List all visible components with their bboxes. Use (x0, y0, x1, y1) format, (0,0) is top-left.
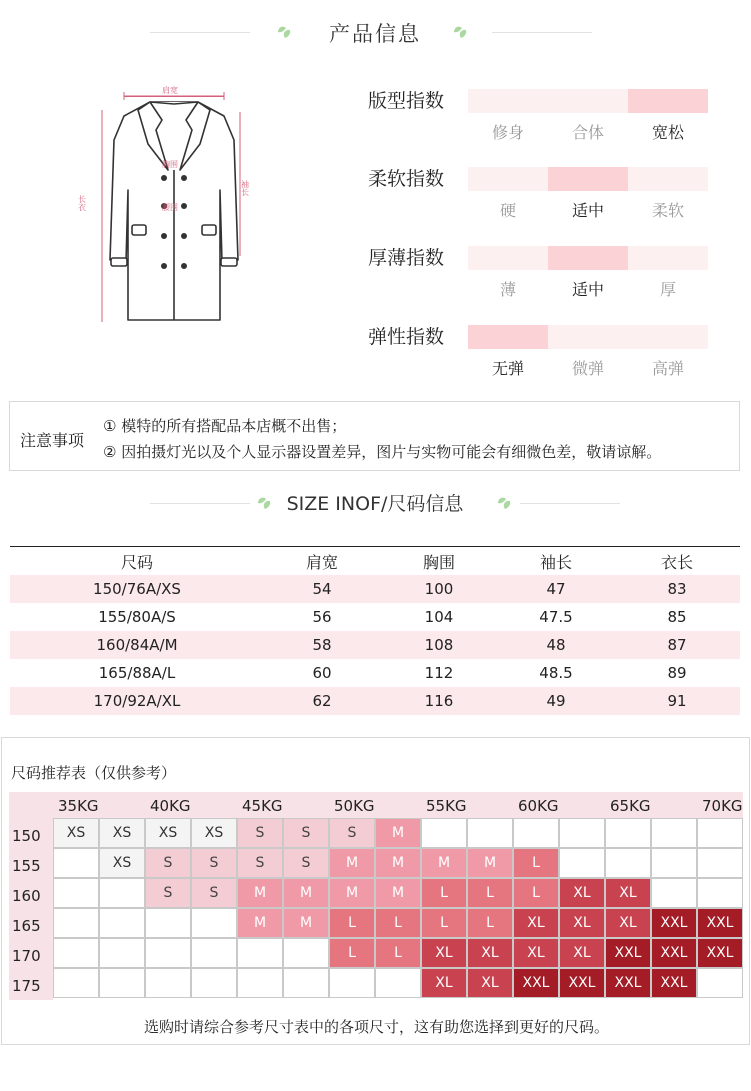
height-column-band (9, 818, 53, 1000)
leaf-icon (452, 24, 470, 40)
size-cell: XXL (651, 968, 697, 998)
size-cell (605, 848, 651, 878)
table-cell: 47.5 (539, 608, 573, 626)
size-cell: M (375, 818, 421, 848)
product-info-header (0, 12, 750, 52)
size-cell (99, 938, 145, 968)
height-label: 150 (12, 827, 41, 845)
size-cell: XXL (697, 908, 743, 938)
header-cell: 袖长 (539, 552, 572, 572)
index-segment (628, 167, 708, 191)
size-cell: XS (145, 818, 191, 848)
size-table (10, 546, 740, 715)
section-title: SIZE INOF/尺码信息 (286, 493, 464, 515)
table-cell: 49 (546, 692, 566, 710)
table-cell: 58 (312, 636, 332, 654)
size-cell: M (237, 878, 283, 908)
size-cell (145, 968, 191, 998)
size-cell: S (145, 878, 191, 908)
size-cell (329, 968, 375, 998)
size-cell: XXL (559, 968, 605, 998)
size-cell (651, 818, 697, 848)
size-cell: L (329, 908, 375, 938)
size-cell: M (467, 848, 513, 878)
index-bar (468, 89, 708, 113)
notes-line: ① 模特的所有搭配品本店概不出售； (103, 417, 347, 435)
index-label: 弹性指数 (368, 326, 445, 348)
header-cell: 尺码 (120, 552, 153, 572)
size-cell: M (237, 908, 283, 938)
size-cell: XL (605, 908, 651, 938)
size-cell: S (329, 818, 375, 848)
height-label: 175 (12, 977, 41, 995)
table-cell: 48.5 (539, 664, 573, 682)
size-cell: S (237, 818, 283, 848)
index-option: 柔软 (651, 201, 684, 220)
size-cell: M (283, 908, 329, 938)
table-row (10, 659, 740, 687)
size-cell (191, 968, 237, 998)
index-segment (548, 167, 628, 191)
table-row (10, 631, 740, 659)
size-cell (53, 908, 99, 938)
table-cell: 85 (667, 608, 687, 626)
size-cell: M (375, 848, 421, 878)
size-cell: M (421, 848, 467, 878)
size-cell: L (513, 878, 559, 908)
divider (520, 503, 620, 504)
index-row (368, 84, 728, 156)
index-segment (548, 246, 628, 270)
table-cell: 47 (546, 580, 566, 598)
table-row (10, 603, 740, 631)
size-cell (53, 938, 99, 968)
size-cell (605, 818, 651, 848)
index-bar (468, 246, 708, 270)
weight-label: 45KG (242, 797, 283, 815)
index-segment (468, 89, 548, 113)
size-cell: L (375, 908, 421, 938)
shoulder-label: 肩宽 (162, 86, 178, 95)
index-label: 厚薄指数 (368, 247, 445, 269)
size-cell (467, 818, 513, 848)
size-cell (145, 908, 191, 938)
notes-line: ② 因拍摄灯光以及个人显示器设置差异，图片与实物可能会有细微色差，敬请谅解。 (103, 443, 662, 461)
weight-label: 40KG (150, 797, 191, 815)
weight-label: 70KG (702, 797, 743, 815)
index-option: 厚 (659, 280, 676, 299)
header-cell: 衣长 (660, 552, 693, 572)
size-cell: L (421, 878, 467, 908)
chest-label: 胸围 (162, 160, 178, 169)
recommend-title: 尺码推荐表（仅供参考） (11, 764, 177, 782)
index-bar (468, 167, 708, 191)
table-cell: 62 (312, 692, 332, 710)
size-cell (697, 878, 743, 908)
waist-label: 腰围 (162, 203, 178, 212)
index-segment (628, 325, 708, 349)
height-label: 155 (12, 857, 41, 875)
size-cell: XL (605, 878, 651, 908)
table-cell: 116 (424, 692, 454, 710)
table-cell: 155/80A/S (98, 608, 176, 626)
size-cell: M (329, 878, 375, 908)
size-cell: XS (99, 818, 145, 848)
size-cell: XXL (651, 908, 697, 938)
header-cell: 胸围 (422, 552, 455, 572)
size-cell: XS (191, 818, 237, 848)
index-option: 宽松 (651, 123, 684, 142)
size-cell: XL (559, 938, 605, 968)
index-label: 柔软指数 (368, 168, 445, 190)
size-cell: L (421, 908, 467, 938)
table-cell: 104 (424, 608, 454, 626)
weight-label: 65KG (610, 797, 651, 815)
size-cell: XXL (697, 938, 743, 968)
size-cell: XL (467, 938, 513, 968)
size-cell: XXL (651, 938, 697, 968)
index-row (368, 162, 728, 234)
size-cell: M (329, 848, 375, 878)
weight-label: 35KG (58, 797, 99, 815)
table-cell: 150/76A/XS (93, 580, 181, 598)
index-option: 硬 (499, 201, 516, 220)
table-cell: 91 (667, 692, 687, 710)
weight-label: 60KG (518, 797, 559, 815)
index-option: 适中 (571, 280, 604, 299)
weight-label: 50KG (334, 797, 375, 815)
size-cell: XL (559, 878, 605, 908)
index-option: 适中 (571, 201, 604, 220)
size-cell (145, 938, 191, 968)
index-segment (468, 246, 548, 270)
size-cell (99, 878, 145, 908)
table-cell: 100 (424, 580, 454, 598)
index-option: 微弹 (571, 359, 604, 378)
sleeve-label: 袖长 (240, 180, 250, 196)
table-cell: 60 (312, 664, 332, 682)
height-label: 160 (12, 887, 41, 905)
index-label: 版型指数 (368, 90, 445, 112)
size-cell: XS (99, 848, 145, 878)
height-label: 165 (12, 917, 41, 935)
height-label: 170 (12, 947, 41, 965)
size-cell (559, 848, 605, 878)
size-cell (697, 848, 743, 878)
size-cell: L (513, 848, 559, 878)
recommend-note: 选购时请综合参考尺寸表中的各项尺寸，这有助您选择到更好的尺码。 (143, 1018, 609, 1036)
index-segment (548, 89, 628, 113)
header-cell: 肩宽 (305, 552, 338, 572)
size-cell: XXL (513, 968, 559, 998)
size-cell (651, 878, 697, 908)
size-cell (375, 968, 421, 998)
notes-box (9, 401, 740, 471)
size-cell: L (375, 938, 421, 968)
index-bar (468, 325, 708, 349)
table-cell: 48 (546, 636, 566, 654)
size-cell (651, 848, 697, 878)
size-cell: XXL (605, 938, 651, 968)
size-cell: S (237, 848, 283, 878)
size-cell (53, 878, 99, 908)
size-cell (99, 968, 145, 998)
size-cell (283, 968, 329, 998)
leaf-icon (496, 495, 514, 511)
table-cell: 108 (424, 636, 454, 654)
size-cell (237, 938, 283, 968)
size-cell: XS (53, 818, 99, 848)
size-cell: XXL (605, 968, 651, 998)
table-cell: 165/88A/L (98, 664, 176, 682)
length-label: 长衣 (77, 195, 87, 211)
table-cell: 54 (312, 580, 332, 598)
table-row (10, 575, 740, 603)
table-cell: 160/84A/M (96, 636, 178, 654)
index-option: 无弹 (491, 359, 524, 378)
size-cell (237, 968, 283, 998)
coat-measurement-diagram (77, 80, 270, 330)
index-segment (628, 246, 708, 270)
size-cell (513, 818, 559, 848)
size-cell (421, 818, 467, 848)
section-title: 产品信息 (329, 22, 421, 46)
size-cell: M (283, 878, 329, 908)
index-segment (548, 325, 628, 349)
size-cell: XL (513, 908, 559, 938)
index-option: 修身 (491, 123, 524, 142)
notes-label: 注意事项 (20, 431, 85, 450)
index-row (368, 320, 728, 392)
size-cell: XL (421, 938, 467, 968)
size-cell (99, 908, 145, 938)
size-cell: L (329, 938, 375, 968)
size-cell: S (145, 848, 191, 878)
index-segment (468, 167, 548, 191)
size-cell (191, 908, 237, 938)
size-cell: L (467, 908, 513, 938)
table-cell: 56 (312, 608, 332, 626)
size-cell: XL (467, 968, 513, 998)
size-cell: S (191, 848, 237, 878)
size-cell: S (283, 848, 329, 878)
size-cell: M (375, 878, 421, 908)
table-cell: 112 (424, 664, 454, 682)
size-cell: XL (421, 968, 467, 998)
index-option: 高弹 (651, 359, 684, 378)
index-option: 薄 (499, 280, 516, 299)
size-table-header (10, 547, 740, 575)
size-cell (53, 968, 99, 998)
divider (492, 32, 592, 33)
size-cell (559, 818, 605, 848)
table-cell: 89 (667, 664, 687, 682)
table-cell: 87 (667, 636, 687, 654)
size-cell: L (467, 878, 513, 908)
size-cell (697, 968, 743, 998)
table-cell: 83 (667, 580, 687, 598)
weight-label: 55KG (426, 797, 467, 815)
size-cell (283, 938, 329, 968)
size-cell: S (283, 818, 329, 848)
size-recommendation (1, 737, 750, 1045)
index-segment (628, 89, 708, 113)
table-cell: 170/92A/XL (93, 692, 181, 710)
size-cell: XL (513, 938, 559, 968)
size-cell (697, 818, 743, 848)
index-segment (468, 325, 548, 349)
index-option: 合体 (571, 123, 604, 142)
size-info-header (0, 483, 750, 523)
index-row (368, 241, 728, 313)
size-cell (191, 938, 237, 968)
table-row (10, 687, 740, 715)
size-cell: S (191, 878, 237, 908)
size-cell (53, 848, 99, 878)
size-cell: XL (559, 908, 605, 938)
